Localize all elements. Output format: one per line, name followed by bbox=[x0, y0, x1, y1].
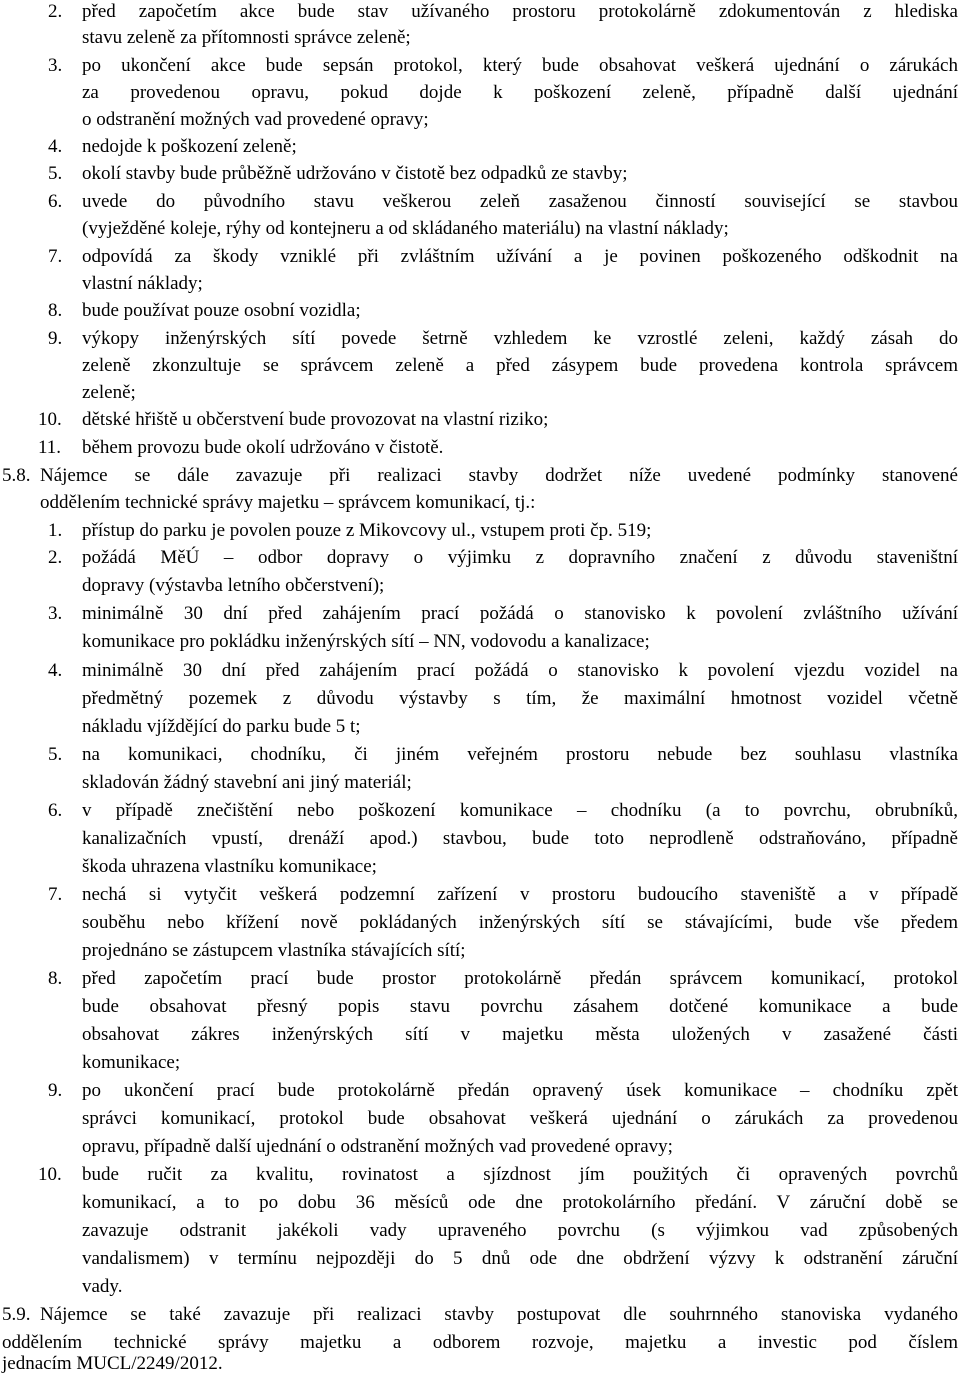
list-item-text: komunikací, a to po dobu 36 měsíců ode dne protokolárního předání. V záruční době se bbox=[82, 1192, 958, 1213]
list-item-text: za provedenou opravu, pokud dojde k poškození zeleně, případně další ujednání bbox=[82, 82, 958, 103]
list-item-text: projednáno se zástupcem vlastníka stávajících sítí; bbox=[82, 940, 466, 961]
section-number: 5.9. bbox=[2, 1304, 31, 1325]
list-item-number: 7. bbox=[48, 246, 63, 267]
list-item-text: bude používat pouze osobní vozidla; bbox=[82, 300, 361, 321]
list-item-text: v případě znečištění nebo poškození komunikace – chodníku (a to povrchu, obrubníků, bbox=[82, 800, 958, 821]
list-item-text: po ukončení prací bude protokolárně předán opravený úsek komunikace – chodníku zpět bbox=[82, 1080, 958, 1101]
section-number: 5.8. bbox=[2, 465, 31, 486]
list-item-text: zeleně zkonzultuje se správcem zeleně a před zásypem bude provedena kontrola správcem bbox=[82, 355, 958, 376]
list-item-number: 3. bbox=[48, 603, 63, 624]
list-item-text: vlastní náklady; bbox=[82, 273, 203, 294]
list-item-number: 3. bbox=[48, 55, 63, 76]
list-item-text: zeleně; bbox=[82, 382, 136, 403]
list-item-text: opravu, případně další ujednání o odstranění možných vad provedené opravy; bbox=[82, 1136, 673, 1157]
list-item-number: 1. bbox=[48, 520, 63, 541]
list-item-text: na komunikaci, chodníku, či jiném veřejném prostoru nebude bez souhlasu vlastníka bbox=[82, 744, 958, 765]
list-item-text: vandalismem) v termínu nejpozději do 5 dnů ode dne obdržení výzvy k odstranění záruční bbox=[82, 1248, 958, 1269]
list-item-text: uvede do původního stavu veškerou zeleň zasaženou činností související se stavbou bbox=[82, 191, 958, 212]
list-item-number: 6. bbox=[48, 191, 63, 212]
list-item-text: minimálně 30 dní před zahájením prací požádá o stanovisko k povolení zvláštního užívání bbox=[82, 603, 958, 624]
list-item-number: 8. bbox=[48, 300, 63, 321]
list-item-number: 9. bbox=[48, 328, 63, 349]
list-item-number: 7. bbox=[48, 884, 63, 905]
list-item-text: před započetím akce bude stav užívaného prostoru protokolárně zdokumentován z hlediska bbox=[82, 1, 958, 22]
list-item-text: nedojde k poškození zeleně; bbox=[82, 136, 297, 157]
list-item-number: 11. bbox=[38, 437, 62, 458]
paragraph-text: oddělením technické správy majetku a odborem rozvoje, majetku a investic pod číslem bbox=[2, 1332, 958, 1353]
list-item-number: 9. bbox=[48, 1080, 63, 1101]
list-item-text: nechá si vytyčit veškerá podzemní zařízení v prostoru budoucího staveniště a v případě bbox=[82, 884, 958, 905]
list-item-text: požádá MěÚ – odbor dopravy o výjimku z dopravního značení z důvodu staveništní bbox=[82, 547, 958, 568]
list-item-text: správci komunikací, protokol bude obsahovat veškerá ujednání o zárukách za provedenou bbox=[82, 1108, 958, 1129]
list-item-number: 5. bbox=[48, 163, 63, 184]
list-item-text: před započetím prací bude prostor protokolárně předán správcem komunikací, protokol bbox=[82, 968, 958, 989]
list-item-number: 10. bbox=[38, 409, 62, 430]
list-item-text: skladován žádný stavební ani jiný materiál; bbox=[82, 772, 412, 793]
paragraph-text: oddělením technické správy majetku – správcem komunikací, tj.: bbox=[40, 492, 536, 513]
list-item-text: dětské hřiště u občerstvení bude provozovat na vlastní riziko; bbox=[82, 409, 549, 430]
list-item-text: během provozu bude okolí udržováno v čistotě. bbox=[82, 437, 444, 458]
list-item-text: souběhu nebo křížení nově pokládaných inženýrských sítí se stávajícími, bude vše předem bbox=[82, 912, 958, 933]
list-item-text: nákladu vjíždějící do parku bude 5 t; bbox=[82, 716, 361, 737]
list-item-text: komunikace pro pokládku inženýrských sítí – NN, vodovodu a kanalizace; bbox=[82, 631, 650, 652]
list-item-text: vady. bbox=[82, 1276, 123, 1297]
list-item-text: výkopy inženýrských sítí povede šetrně vzhledem ke vzrostlé zeleni, každý zásah do bbox=[82, 328, 958, 349]
list-item-text: předmětný pozemek z důvodu výstavby s tím, že maximální hmotnost vozidel včetně bbox=[82, 688, 958, 709]
list-item-text: zavazuje odstranit jakékoli vady upraveného povrchu (s výjimkou vad způsobených bbox=[82, 1220, 958, 1241]
list-item-text: komunikace; bbox=[82, 1052, 181, 1073]
list-item-text: okolí stavby bude průběžně udržováno v čistotě bez odpadků ze stavby; bbox=[82, 163, 628, 184]
paragraph-text: Nájemce se také zavazuje při realizaci stavby postupovat dle souhrnného stanoviska vydaného bbox=[40, 1304, 958, 1325]
list-item-number: 6. bbox=[48, 800, 63, 821]
list-item-text: přístup do parku je povolen pouze z Mikovcovy ul., vstupem proti čp. 519; bbox=[82, 520, 652, 541]
paragraph-text: Nájemce se dále zavazuje při realizaci stavby dodržet níže uvedené podmínky stanovené bbox=[40, 465, 958, 486]
list-item-text: o odstranění možných vad provedené opravy; bbox=[82, 109, 429, 130]
list-item-text: kanalizačních vpustí, drenáží apod.) stavbou, bude toto neprodleně odstraňováno, případně bbox=[82, 828, 958, 849]
list-item-text: bude ručit za kvalitu, rovinatost a sjízdnost jím použitých či opravených povrchů bbox=[82, 1164, 958, 1185]
list-item-text: minimálně 30 dní před zahájením prací požádá o stanovisko k povolení vjezdu vozidel na bbox=[82, 660, 958, 681]
list-item-text: po ukončení akce bude sepsán protokol, který bude obsahovat veškerá ujednání o zárukách bbox=[82, 55, 958, 76]
list-item-text: bude obsahovat přesný popis stavu povrchu zásahem dotčené komunikace a bude bbox=[82, 996, 958, 1017]
list-item-number: 2. bbox=[48, 1, 63, 22]
list-item-number: 10. bbox=[38, 1164, 62, 1185]
list-item-number: 4. bbox=[48, 660, 63, 681]
list-item-text: obsahovat zákres inženýrských sítí v majetku města uložených v zasažené části bbox=[82, 1024, 958, 1045]
list-item-number: 2. bbox=[48, 547, 63, 568]
list-item-number: 8. bbox=[48, 968, 63, 989]
list-item-text: škoda uhrazena vlastníku komunikace; bbox=[82, 856, 377, 877]
list-item-text: dopravy (výstavba letního občerstvení); bbox=[82, 575, 385, 596]
list-item-text: (vyježděné koleje, rýhy od kontejneru a od skládaného materiálu) na vlastní náklady; bbox=[82, 218, 729, 239]
list-item-text: odpovídá za škody vzniklé při zvláštním užívání a je povinen poškozeného odškodnit na bbox=[82, 246, 958, 267]
list-item-number: 5. bbox=[48, 744, 63, 765]
list-item-text: stavu zeleně za přítomnosti správce zeleně; bbox=[82, 27, 411, 48]
list-item-number: 4. bbox=[48, 136, 63, 157]
paragraph-text: jednacím MUCL/2249/2012. bbox=[2, 1353, 223, 1374]
